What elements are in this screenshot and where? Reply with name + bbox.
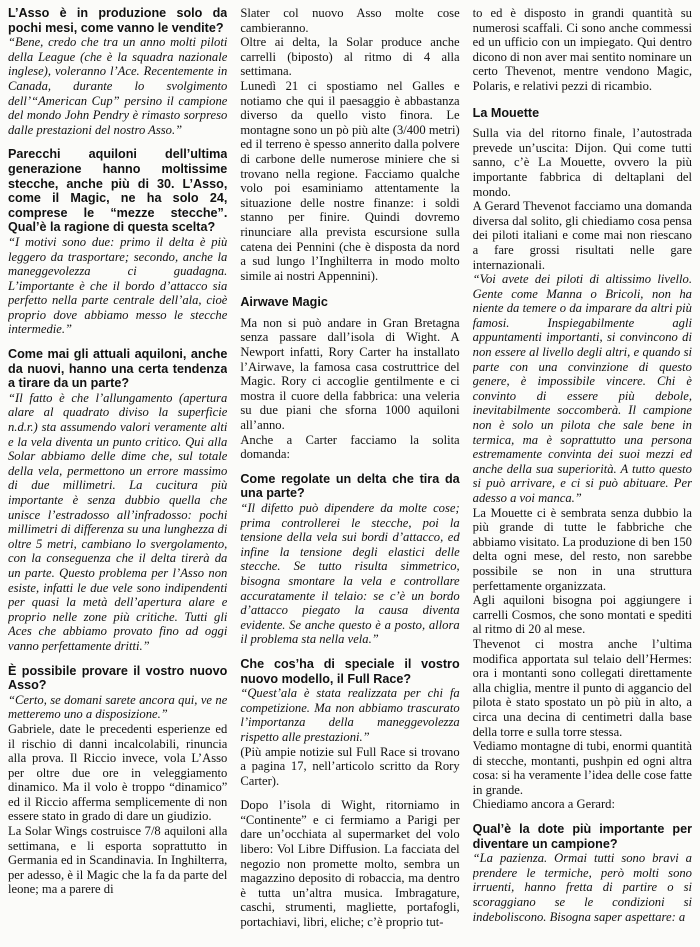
interview-answer: “I motivi sono due: primo il delta è più leggero da trasportare; secondo, anche la maneggevolezza ci guadagna. L’importante è che il bordo d’attacco sia perfetto nella parte centrale dell’ala, cioè proprio dove abbiamo messo le stecche intermedie.” xyxy=(8,234,228,337)
interview-question: Come mai gli attuali aquiloni, anche da nuovi, hanno una certa tendenza a tirare da un parte? xyxy=(8,347,228,391)
interview-answer: “Il fatto è che l’allungamento (apertura alare al quadrato diviso la superficie n.d.r.) sta assumendo valori veramente alti e la vela diventa un punto critico. Qui alla Solar abbiamo delle dime che, sul totale della vela, permettono un errore massimo di due millimetri. La cucitura più importante è senza dubbio quella che unisce l’estradosso all’infradosso: pochi millimetri di differenza su una lunghezza di oltre 5 metri, cambiano lo svergolamento, con la conseguenza che il delta tirerà da un parte. Questo problema per l’Asso non esiste, infatti le due vele sono indipendenti per quasi la metà dell’apertura alare e proprio nelle zone più critiche. Tutti gli Aces che abbiamo provato fino ad oggi vanno perfettamente dritti.” xyxy=(8,390,228,653)
body-paragraph: to ed è disposto in grandi quantità su numerosi scaffali. Ci sono anche commessi ed un ufficio con un impiegato. Qui dentro dicono di non aver mai sentito nominare un certo Thevenot, mentre vendono Magic, Polaris, e relativi pezzi di ricambio. xyxy=(472,6,692,93)
body-paragraph: Vediamo montagne di tubi, enormi quantità di stecche, montanti, pushpin ed ogni altra cosa: si ha veramente l’idea delle cose fatte in grande. xyxy=(472,739,692,797)
interview-answer: “La pazienza. Ormai tutti sono bravi a prendere le termiche, però molti sono irruenti, hanno fretta di partire o si scoraggiano se le condizioni si indeboliscono. Bisogna saper aspettare: a xyxy=(472,851,692,924)
body-paragraph: Oltre ai delta, la Solar produce anche carrelli (biposto) al ritmo di 4 alla settimana. xyxy=(240,35,460,79)
interview-answer: “Voi avete dei piloti di altissimo livello. Gente come Manna o Bricoli, non ha niente da temere o da imparare da altri più famosi. Inspiegabilmente agli appuntamenti importanti, si convincono di non essere al livello degli altri, e quando si parte con una convinzione di questo genere, è impossibile vincere. Chi è convinto di essere più debole, inevitabilmente soccomberà. Il campione non è solo un pilota che sale bene in termica, ma è soprattutto una persona estremamente convinta dei suoi mezzi ed anche della sua superiorità. A tutto questo si può arrivare, e ci si può abituare. Per adesso a voi manca.” xyxy=(472,272,692,505)
interview-question: È possibile provare il vostro nuovo Asso? xyxy=(8,663,228,693)
body-paragraph: Ma non si può andare in Gran Bretagna senza passare dall’isola di Wight. A Newport infatti, Rory Carter ha installato l’Airwave, la famosa casa costruttrice del Magic. Rory ci accoglie gentilmente e ci mostra il cuore della fabbrica: una veleria su due piani che sforna 1000 aquiloni all’anno. xyxy=(240,315,460,433)
column-2 xyxy=(240,6,459,947)
body-paragraph: Slater col nuovo Asso molte cose cambieranno. xyxy=(240,6,460,35)
body-paragraph: Dopo l’isola di Wight, ritorniamo in “Continente” e ci fermiamo a Parigi per dare un’occhiata al supermarket del volo libero: Vol Libre Diffusion. La facciata del negozio non promette molto, sembra un magazzino deposito di robaccia, ma dentro è tutta un’altra musica. Imbragature, caschi, strumenti, magliette, portafogli, portachiavi, libri, eliche; c’è proprio tut- xyxy=(240,798,460,930)
body-paragraph: Sulla via del ritorno finale, l’autostrada prevede un’uscita: Dijon. Qui come tutti sanno, c’è La Mouette, ovvero la più importante fabbrica di deltaplani del mondo. xyxy=(472,126,692,199)
body-paragraph: La Solar Wings costruisce 7/8 aquiloni alla settimana, e li esporta soprattutto in Germania ed in Scandinavia. In Inghilterra, per adesso, è il Magic che la fa da parte del leone; ma a parere di xyxy=(8,824,228,897)
body-paragraph: Chiediamo ancora a Gerard: xyxy=(472,797,615,812)
interview-question: L’Asso è in produzione solo da pochi mesi, come vanno le vendite? xyxy=(8,6,228,35)
section-heading: La Mouette xyxy=(472,105,540,120)
interview-question: Come regolate un delta che tira da una parte? xyxy=(240,471,460,501)
column-1 xyxy=(8,6,227,947)
interview-question: Qual’è la dote più importante per diventare un campione? xyxy=(472,822,692,851)
interview-answer: “Bene, credo che tra un anno molti piloti della League (che è la squadra nazionale inglese), voleranno l’Ace. Recentemente in Canada, durante lo svolgimento dell’“American Cup” persino il campione del mondo John Pendry è rimasto sorpreso dalle prestazioni del nostro Asso.” xyxy=(8,35,228,137)
body-paragraph: Lunedì 21 ci spostiamo nel Galles e notiamo che qui il paesaggio è abbastanza diverso da quello visto finora. Le montagne sono un pò più alte (3/400 metri) ed il terreno è spesso annerito dalla polvere di carbone delle numerose miniere che si trovano nella regione. Facciamo qualche volo poi esaminiamo attentamente la situazione delle nostre finanze: i soldi stanno per finire. Quindi dovremo rinunciare alla prevista escursione sulla catena dei Pennini (che è disposta da nord a sud lungo l’Inghilterra in modo molto simile ai nostri Appennini). xyxy=(240,78,460,283)
interview-question: Parecchi aquiloni dell’ultima generazione hanno moltissime stecche, anche più di 30. L’Asso, come il Magic, ne ha solo 24, comprese le “mezze stecche”. Qual’è la ragione di questa scelta? xyxy=(8,147,228,235)
body-paragraph: (Più ampie notizie sul Full Race si trovano a pagina 17, nell’articolo scritto da Rory Carter). xyxy=(240,744,460,788)
body-paragraph: Gabriele, date le precedenti esperienze ed il rischio di danni incalcolabili, rinuncia alla prova. Il Riccio invece, vola L’Asso per oltre due ore in veleggiamento dinamico. Ma il volo è troppo “dinamico” ed il Riccio afferma semplicemente di non essere stato in grado di dare un giudizio. xyxy=(8,721,228,824)
interview-answer: “Certo, se domani sarete ancora qui, ve ne metteremo uno a disposizione.” xyxy=(8,692,228,722)
body-paragraph: Anche a Carter facciamo la solita domanda: xyxy=(240,432,460,462)
body-paragraph: La Mouette ci è sembrata senza dubbio la più grande di tutte le fabbriche che abbiamo visitato. La produzione di ben 150 delta ogni mese, del resto, non sarebbe possibile se non in una struttura perfettamente organizzata. xyxy=(472,505,692,593)
interview-answer: “Quest’ala è stata realizzata per chi fa competizione. Ma non abbiamo trascurato l’importanza della maneggevolezza rispetto alle prestazioni.” xyxy=(240,686,460,744)
section-heading: Airwave Magic xyxy=(240,295,328,310)
body-paragraph: A Gerard Thevenot facciamo una domanda diversa dal solito, gli chiediamo cosa pensa dei piloti italiani e come mai non riescano a fare grossi risultati nelle gare internazionali. xyxy=(472,199,692,272)
body-paragraph: Agli aquiloni bisogna poi aggiungere i carrelli Cosmos, che sono montati e spediti al ritmo di 20 al mese. xyxy=(472,593,692,637)
interview-answer: “Il difetto può dipendere da molte cose; prima controllerei le stecche, poi la tensione della vela sui bordi d’attacco, ed infine la tensione degli elastici delle stecche. Se tutto risulta simmetrico, bisogna smontare la vela e controllare accuratamente il telaio: se c’è un bordo d’attacco piegato la causa diventa evidente. Se anche questo è a posto, allora il problema sta nella vela.” xyxy=(240,501,460,647)
interview-question: Che cos’ha di speciale il vostro nuovo modello, il Full Race? xyxy=(240,656,460,686)
body-paragraph: Thevenot ci mostra anche l’ultima modifica apportata sul telaio dell’Hermes: ora i montanti sono collegati direttamente alla chiglia, mentre il punto di aggancio del pilota è stato spostato un pò più in alto, a circa una decina di centimetri dalla base della torre e sulla torre stessa. xyxy=(472,636,692,739)
column-3 xyxy=(473,6,692,947)
